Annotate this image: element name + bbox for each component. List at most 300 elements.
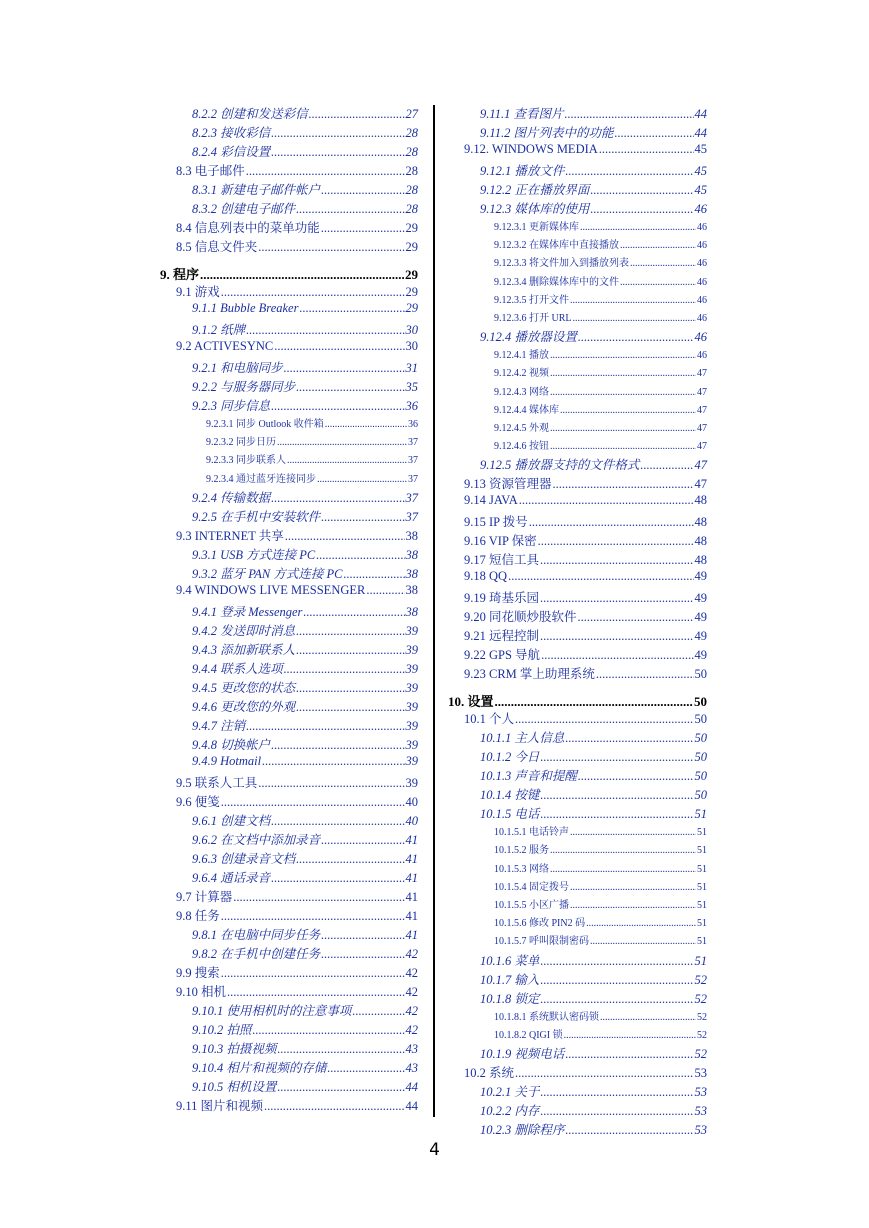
toc-entry[interactable] bbox=[448, 951, 707, 970]
toc-entry[interactable] bbox=[448, 728, 707, 747]
toc-entry[interactable] bbox=[160, 887, 418, 906]
toc-entry-page: 45 bbox=[694, 164, 707, 178]
toc-entry[interactable] bbox=[448, 1082, 707, 1101]
toc-entry-title: 8.2.2 创建和发送彩信 bbox=[192, 107, 308, 121]
toc-entry-title: 9.10.3 拍摄视频 bbox=[192, 1041, 277, 1056]
toc-entry[interactable] bbox=[448, 346, 707, 364]
toc-entry[interactable] bbox=[448, 785, 707, 804]
toc-entry[interactable] bbox=[160, 339, 418, 358]
toc-entry-title: 9.11.1 查看图片 bbox=[480, 107, 564, 121]
toc-dot-leader bbox=[540, 629, 693, 644]
toc-dot-leader bbox=[550, 368, 696, 379]
toc-entry-title: 9.10.1 使用相机时的注意事项 bbox=[192, 1003, 352, 1018]
toc-entry-title: 9.12.4.3 网络 bbox=[494, 386, 549, 398]
toc-entry[interactable] bbox=[160, 1039, 418, 1058]
toc-entry[interactable] bbox=[448, 914, 707, 932]
toc-dot-leader bbox=[246, 323, 404, 338]
toc-dot-leader bbox=[570, 882, 696, 893]
toc-entry-title: 9.12.4.4 媒体库 bbox=[494, 404, 559, 416]
toc-entry[interactable] bbox=[448, 309, 707, 327]
toc-entry[interactable] bbox=[160, 564, 418, 583]
toc-entry[interactable] bbox=[160, 792, 418, 811]
toc-entry-title: 8.3 电子邮件 bbox=[176, 164, 245, 178]
toc-entry-page: 47 bbox=[697, 368, 707, 380]
toc-entry[interactable] bbox=[448, 236, 707, 254]
toc-entry-title: 10.2 系统 bbox=[464, 1065, 515, 1080]
toc-entry[interactable] bbox=[160, 830, 418, 849]
toc-entry[interactable] bbox=[160, 488, 418, 507]
toc-entry[interactable] bbox=[448, 841, 707, 859]
toc-entry[interactable] bbox=[160, 602, 418, 621]
toc-chapter-entry[interactable] bbox=[160, 256, 418, 282]
toc-entry-title: 9.8.2 在手机中创建任务 bbox=[192, 946, 321, 961]
toc-entry[interactable] bbox=[448, 199, 707, 218]
toc-entry-page: 39 bbox=[405, 718, 418, 733]
toc-dot-leader bbox=[596, 667, 694, 682]
toc-entry-page: 44 bbox=[405, 1079, 418, 1094]
toc-dot-leader bbox=[578, 610, 694, 625]
toc-chapter-entry[interactable] bbox=[448, 683, 707, 709]
toc-entry[interactable] bbox=[448, 664, 707, 683]
toc-entry[interactable] bbox=[448, 254, 707, 272]
toc-dot-leader bbox=[550, 441, 696, 452]
toc-dot-leader bbox=[246, 164, 405, 179]
toc-entry[interactable] bbox=[448, 474, 707, 493]
toc-dot-leader bbox=[565, 1123, 693, 1138]
toc-entry[interactable] bbox=[160, 1096, 418, 1115]
toc-entry[interactable] bbox=[160, 906, 418, 925]
toc-entry-title: 9.17 短信工具 bbox=[464, 553, 540, 568]
toc-entry[interactable] bbox=[448, 1008, 707, 1026]
toc-entry-title: 9.2.3.1 同步 Outlook 收件箱 bbox=[206, 419, 324, 430]
toc-entry[interactable] bbox=[448, 626, 707, 645]
toc-dot-leader bbox=[271, 145, 404, 160]
toc-dot-leader bbox=[321, 833, 404, 848]
toc-entry[interactable] bbox=[448, 1026, 707, 1044]
toc-entry-page: 39 bbox=[405, 661, 418, 676]
toc-entry-page: 46 bbox=[694, 330, 707, 345]
toc-entry-page: 39 bbox=[405, 753, 418, 768]
toc-entry-page: 36 bbox=[408, 419, 418, 430]
toc-dot-leader bbox=[586, 918, 696, 929]
toc-entry[interactable] bbox=[448, 766, 707, 785]
toc-entry-page: 52 bbox=[694, 991, 707, 1006]
toc-dot-leader bbox=[258, 240, 404, 255]
toc-entry-page: 46 bbox=[697, 258, 707, 270]
toc-entry-title: 9.10.2 拍照 bbox=[192, 1022, 252, 1037]
toc-entry-title: 10.1.5.1 电话铃声 bbox=[494, 827, 569, 839]
toc-entry[interactable] bbox=[448, 419, 707, 437]
toc-entry[interactable] bbox=[160, 754, 418, 773]
toc-entry-title: 9.2 ACTIVESYNC bbox=[176, 339, 274, 353]
toc-dot-leader bbox=[221, 966, 405, 981]
toc-entry-title: 10.1.2 今日 bbox=[480, 750, 540, 765]
toc-entry[interactable] bbox=[448, 550, 707, 569]
toc-entry-page: 51 bbox=[697, 845, 707, 857]
toc-entry-title: 10.2.3 删除程序 bbox=[480, 1122, 565, 1137]
toc-entry[interactable] bbox=[448, 180, 707, 199]
toc-dot-leader bbox=[264, 1099, 404, 1114]
toc-entry-page: 50 bbox=[694, 694, 707, 710]
toc-entry-title: 9.11.2 图片列表中的功能 bbox=[480, 126, 614, 140]
toc-entry[interactable] bbox=[160, 545, 418, 564]
toc-dot-leader bbox=[271, 491, 404, 506]
toc-entry-page: 53 bbox=[694, 1084, 707, 1099]
toc-entry-title: 10.1.3 声音和提醒 bbox=[480, 769, 577, 784]
toc-entry[interactable] bbox=[160, 773, 418, 792]
toc-dot-leader bbox=[600, 1012, 696, 1023]
toc-dot-leader bbox=[560, 405, 696, 416]
toc-entry[interactable] bbox=[448, 327, 707, 346]
toc-dot-leader bbox=[303, 605, 404, 620]
toc-entry[interactable] bbox=[160, 507, 418, 526]
toc-dot-leader bbox=[519, 493, 694, 508]
toc-dot-leader bbox=[573, 313, 697, 324]
toc-dot-leader bbox=[296, 643, 404, 658]
toc-entry[interactable] bbox=[160, 811, 418, 830]
toc-entry-title: 9.10 相机 bbox=[176, 984, 227, 999]
toc-entry-title: 9.4.3 添加新联系人 bbox=[192, 642, 296, 657]
toc-entry-title: 10.1.7 输入 bbox=[480, 972, 540, 987]
toc-dot-leader bbox=[565, 164, 693, 179]
column-divider bbox=[433, 105, 435, 1117]
toc-entry-page: 47 bbox=[697, 386, 707, 398]
toc-entry-title: 9.12.5 播放器支持的文件格式 bbox=[480, 458, 640, 473]
toc-entry[interactable] bbox=[160, 925, 418, 944]
toc-entry-page: 37 bbox=[408, 455, 418, 467]
toc-entry[interactable] bbox=[448, 161, 707, 180]
toc-dot-leader bbox=[620, 240, 696, 251]
toc-entry[interactable] bbox=[448, 455, 707, 474]
toc-entry[interactable] bbox=[160, 123, 418, 142]
toc-entry-title: 10.1.5.3 网络 bbox=[494, 863, 549, 875]
toc-entry[interactable] bbox=[160, 301, 418, 320]
toc-entry[interactable] bbox=[448, 1044, 707, 1063]
toc-dot-leader bbox=[640, 458, 693, 473]
toc-entry-page: 43 bbox=[405, 1060, 418, 1075]
toc-entry-page: 28 bbox=[405, 164, 418, 178]
toc-entry-page: 30 bbox=[405, 339, 418, 353]
toc-entry-title: 9.12.3.6 打开 URL bbox=[494, 312, 572, 324]
toc-dot-leader bbox=[325, 419, 407, 430]
toc-entry[interactable] bbox=[160, 697, 418, 716]
toc-entry-title: 9.4.4 联系人选项 bbox=[192, 661, 283, 676]
toc-entry-title: 9.4.5 更改您的状态 bbox=[192, 680, 296, 695]
toc-entry[interactable] bbox=[160, 180, 418, 199]
toc-dot-leader bbox=[540, 954, 693, 969]
toc-dot-leader bbox=[271, 738, 404, 753]
toc-dot-leader bbox=[309, 107, 405, 122]
toc-dot-leader bbox=[590, 183, 693, 198]
toc-entry-title: 9.9 搜索 bbox=[176, 965, 220, 980]
toc-entry[interactable] bbox=[160, 358, 418, 377]
toc-entry-title: 9.4.1 登录 Messenger bbox=[192, 604, 303, 619]
toc-entry[interactable] bbox=[160, 396, 418, 415]
toc-dot-leader bbox=[321, 221, 405, 236]
toc-dot-leader bbox=[221, 795, 405, 810]
toc-entry[interactable] bbox=[448, 588, 707, 607]
toc-entry-page: 50 bbox=[694, 750, 707, 765]
toc-dot-leader bbox=[277, 1080, 404, 1095]
toc-entry-page: 46 bbox=[697, 240, 707, 252]
toc-entry-page: 38 bbox=[405, 604, 418, 619]
toc-entry-page: 42 bbox=[405, 1003, 418, 1018]
toc-entry-page: 46 bbox=[694, 202, 707, 216]
toc-entry-title: 9.12.3.1 更新媒体库 bbox=[494, 222, 579, 233]
toc-dot-leader bbox=[316, 548, 404, 563]
toc-dot-leader bbox=[540, 591, 693, 606]
toc-entry-page: 52 bbox=[697, 1011, 707, 1023]
toc-entry-page: 28 bbox=[405, 126, 418, 140]
toc-entry-title: 9.1.1 Bubble Breaker bbox=[192, 301, 299, 315]
toc-entry-title: 10.1 个人 bbox=[464, 712, 515, 727]
toc-entry[interactable] bbox=[448, 218, 707, 236]
toc-entry[interactable] bbox=[160, 104, 418, 123]
toc-entry-title: 9.8.1 在电脑中同步任务 bbox=[192, 927, 321, 942]
toc-entry-page: 37 bbox=[408, 473, 418, 485]
toc-dot-leader bbox=[299, 301, 404, 316]
toc-dot-leader bbox=[538, 534, 694, 549]
toc-entry-title: 10.2.2 内存 bbox=[480, 1103, 540, 1118]
toc-entry-title: 9.10.4 相片和视频的存储 bbox=[192, 1060, 327, 1075]
toc-entry-title: 9.2.3.4 通过蓝牙连接同步 bbox=[206, 473, 316, 485]
toc-dot-leader bbox=[296, 624, 404, 639]
toc-entry[interactable] bbox=[448, 1101, 707, 1120]
toc-dot-leader bbox=[285, 529, 405, 544]
toc-entry-page: 38 bbox=[405, 566, 418, 581]
toc-entry-page: 47 bbox=[694, 458, 707, 473]
toc-entry-page: 41 bbox=[405, 908, 418, 923]
toc-entry-title: 9.16 VIP 保密 bbox=[464, 534, 537, 549]
toc-entry-title: 10.1.5.2 服务 bbox=[494, 845, 549, 857]
toc-entry-title: 9.12.4.2 视频 bbox=[494, 368, 549, 380]
toc-entry[interactable] bbox=[448, 823, 707, 841]
toc-entry-page: 39 bbox=[405, 699, 418, 714]
toc-dot-leader bbox=[540, 750, 693, 765]
toc-entry[interactable] bbox=[160, 678, 418, 697]
toc-entry-title: 9.22 GPS 导航 bbox=[464, 648, 541, 663]
toc-entry-page: 49 bbox=[694, 648, 707, 663]
toc-entry-title: 9.12.4.1 播放 bbox=[494, 350, 549, 362]
toc-entry[interactable] bbox=[160, 415, 418, 433]
toc-entry[interactable] bbox=[160, 716, 418, 735]
toc-entry[interactable] bbox=[448, 569, 707, 588]
toc-entry-title: 9.12.4.5 外观 bbox=[494, 422, 549, 434]
toc-entry[interactable] bbox=[160, 282, 418, 301]
toc-entry[interactable] bbox=[160, 433, 418, 451]
toc-entry[interactable] bbox=[448, 512, 707, 531]
toc-entry[interactable] bbox=[448, 878, 707, 896]
toc-entry-page: 49 bbox=[694, 591, 707, 606]
toc-entry-title: 10.1.5.7 呼叫限制密码 bbox=[494, 936, 589, 948]
toc-entry-page: 49 bbox=[694, 569, 707, 584]
toc-entry-page: 42 bbox=[405, 1022, 418, 1037]
toc-dot-leader bbox=[540, 807, 693, 822]
toc-entry-title: 9.7 计算器 bbox=[176, 889, 233, 904]
toc-entry-page: 41 bbox=[405, 927, 418, 942]
toc-entry-page: 42 bbox=[405, 984, 418, 999]
toc-entry-title: 9. 程序 bbox=[160, 267, 200, 282]
toc-entry[interactable] bbox=[448, 860, 707, 878]
toc-dot-leader bbox=[284, 361, 405, 376]
toc-entry[interactable] bbox=[160, 142, 418, 161]
toc-entry[interactable] bbox=[448, 531, 707, 550]
toc-entry-title: 9.12.3 媒体库的使用 bbox=[480, 202, 590, 216]
toc-entry[interactable] bbox=[448, 607, 707, 626]
toc-entry-title: 9.12.3.3 将文件加入到播放列表 bbox=[494, 258, 629, 270]
toc-entry[interactable] bbox=[448, 932, 707, 950]
toc-dot-leader bbox=[540, 992, 693, 1007]
toc-entry-title: 9.6.1 创建文档 bbox=[192, 813, 271, 828]
toc-entry-page: 53 bbox=[694, 1103, 707, 1118]
toc-entry[interactable] bbox=[448, 123, 707, 142]
toc-entry-page: 44 bbox=[405, 1098, 418, 1113]
toc-entry[interactable] bbox=[448, 804, 707, 823]
toc-dot-leader bbox=[271, 814, 404, 829]
toc-dot-leader bbox=[599, 142, 694, 157]
toc-entry-page: 52 bbox=[697, 1029, 707, 1041]
toc-entry[interactable] bbox=[160, 944, 418, 963]
toc-dot-leader bbox=[550, 387, 696, 398]
toc-dot-leader bbox=[246, 719, 404, 734]
toc-dot-leader bbox=[541, 648, 693, 663]
toc-entry-title: 9.6.2 在文档中添加录音 bbox=[192, 832, 321, 847]
toc-entry[interactable] bbox=[160, 451, 418, 469]
toc-entry-page: 37 bbox=[405, 490, 418, 505]
toc-entry-page: 39 bbox=[405, 737, 418, 752]
toc-dot-leader bbox=[580, 222, 696, 233]
toc-entry[interactable] bbox=[448, 896, 707, 914]
toc-dot-leader bbox=[321, 947, 404, 962]
toc-entry[interactable] bbox=[448, 970, 707, 989]
toc-entry-page: 47 bbox=[694, 477, 707, 492]
toc-entry-title: 9.10.5 相机设置 bbox=[192, 1079, 277, 1094]
toc-dot-leader bbox=[578, 769, 694, 784]
toc-dot-leader bbox=[550, 423, 696, 434]
toc-entry-page: 51 bbox=[697, 863, 707, 875]
toc-entry[interactable] bbox=[160, 659, 418, 678]
toc-entry[interactable] bbox=[448, 401, 707, 419]
toc-dot-leader bbox=[540, 553, 693, 568]
toc-dot-leader bbox=[271, 871, 404, 886]
toc-entry[interactable] bbox=[448, 709, 707, 728]
toc-dot-leader bbox=[262, 754, 404, 769]
toc-entry[interactable] bbox=[160, 963, 418, 982]
toc-entry-title: 9.8 任务 bbox=[176, 908, 220, 923]
toc-entry-page: 52 bbox=[694, 1046, 707, 1061]
toc-entry[interactable] bbox=[448, 142, 707, 161]
toc-entry-page: 39 bbox=[405, 623, 418, 638]
toc-entry[interactable] bbox=[448, 383, 707, 401]
toc-dot-leader bbox=[296, 380, 404, 395]
toc-entry[interactable] bbox=[160, 320, 418, 339]
toc-entry[interactable] bbox=[160, 218, 418, 237]
toc-entry[interactable] bbox=[160, 1001, 418, 1020]
toc-entry-title: 8.3.2 创建电子邮件 bbox=[192, 202, 296, 216]
toc-entry[interactable] bbox=[448, 291, 707, 309]
toc-dot-leader bbox=[366, 583, 404, 598]
toc-entry-title: 10.1.8 锁定 bbox=[480, 991, 540, 1006]
toc-entry[interactable] bbox=[448, 1063, 707, 1082]
toc-entry-title: 9.23 CRM 掌上助理系统 bbox=[464, 667, 595, 682]
toc-entry-title: 9.4.6 更改您的外观 bbox=[192, 699, 296, 714]
toc-dot-leader bbox=[508, 569, 693, 584]
toc-dot-leader bbox=[515, 1066, 693, 1081]
toc-entry-title: 10.1.9 视频电话 bbox=[480, 1046, 565, 1061]
toc-entry-title: 10.1.4 按键 bbox=[480, 788, 540, 803]
toc-dot-leader bbox=[271, 126, 404, 141]
toc-entry[interactable] bbox=[448, 493, 707, 512]
toc-dot-leader bbox=[221, 285, 405, 300]
toc-entry[interactable] bbox=[448, 273, 707, 291]
toc-entry[interactable] bbox=[160, 526, 418, 545]
toc-entry[interactable] bbox=[160, 199, 418, 218]
toc-entry[interactable] bbox=[160, 470, 418, 488]
toc-dot-leader bbox=[590, 936, 696, 947]
toc-entry[interactable] bbox=[160, 377, 418, 396]
toc-entry-title: 9.12.3.4 删除媒体库中的文件 bbox=[494, 276, 619, 288]
toc-dot-leader bbox=[550, 864, 696, 875]
toc-entry-page: 53 bbox=[694, 1065, 707, 1080]
toc-entry-page: 50 bbox=[694, 788, 707, 803]
toc-entry-title: 9.12.3.2 在媒体库中直接播放 bbox=[494, 240, 619, 252]
toc-entry-page: 50 bbox=[694, 731, 707, 746]
toc-entry[interactable] bbox=[448, 1120, 707, 1139]
toc-entry[interactable] bbox=[160, 735, 418, 754]
toc-dot-leader bbox=[200, 267, 404, 283]
toc-entry-title: 10.1.6 菜单 bbox=[480, 953, 540, 968]
toc-entry[interactable] bbox=[160, 621, 418, 640]
toc-entry-page: 29 bbox=[405, 240, 418, 254]
toc-dot-leader bbox=[296, 202, 404, 217]
toc-entry[interactable] bbox=[448, 645, 707, 664]
toc-entry[interactable] bbox=[160, 640, 418, 659]
toc-entry[interactable] bbox=[448, 364, 707, 382]
toc-entry-title: 10.1.5.4 固定拨号 bbox=[494, 881, 569, 893]
toc-entry-page: 28 bbox=[405, 183, 418, 197]
toc-dot-leader bbox=[495, 694, 693, 710]
toc-dot-leader bbox=[317, 474, 407, 485]
toc-entry[interactable] bbox=[160, 982, 418, 1001]
toc-entry-title: 10.2.1 关于 bbox=[480, 1084, 540, 1099]
toc-entry-page: 28 bbox=[405, 202, 418, 216]
toc-entry[interactable] bbox=[160, 1058, 418, 1077]
toc-entry[interactable] bbox=[448, 989, 707, 1008]
toc-entry[interactable] bbox=[160, 849, 418, 868]
toc-entry[interactable] bbox=[448, 747, 707, 766]
toc-dot-leader bbox=[540, 788, 693, 803]
toc-entry-title: 8.2.4 彩信设置 bbox=[192, 145, 271, 159]
toc-entry-page: 51 bbox=[694, 807, 707, 822]
toc-entry-page: 53 bbox=[694, 1122, 707, 1137]
toc-entry-title: 10.1.1 主人信息 bbox=[480, 731, 565, 746]
toc-entry-title: 9.12.4 播放器设置 bbox=[480, 330, 577, 345]
toc-entry[interactable] bbox=[448, 104, 707, 123]
toc-entry-page: 46 bbox=[697, 276, 707, 288]
toc-entry[interactable] bbox=[448, 437, 707, 455]
toc-entry[interactable] bbox=[160, 1077, 418, 1096]
toc-entry[interactable] bbox=[160, 161, 418, 180]
toc-entry[interactable] bbox=[160, 583, 418, 602]
toc-entry[interactable] bbox=[160, 1020, 418, 1039]
toc-dot-leader bbox=[564, 1030, 696, 1041]
toc-entry[interactable] bbox=[160, 237, 418, 256]
toc-entry-page: 51 bbox=[697, 827, 707, 839]
toc-entry-page: 40 bbox=[405, 813, 418, 828]
toc-dot-leader bbox=[570, 295, 696, 306]
toc-entry[interactable] bbox=[160, 868, 418, 887]
toc-entry-title: 9.12.4.6 按钮 bbox=[494, 441, 549, 453]
